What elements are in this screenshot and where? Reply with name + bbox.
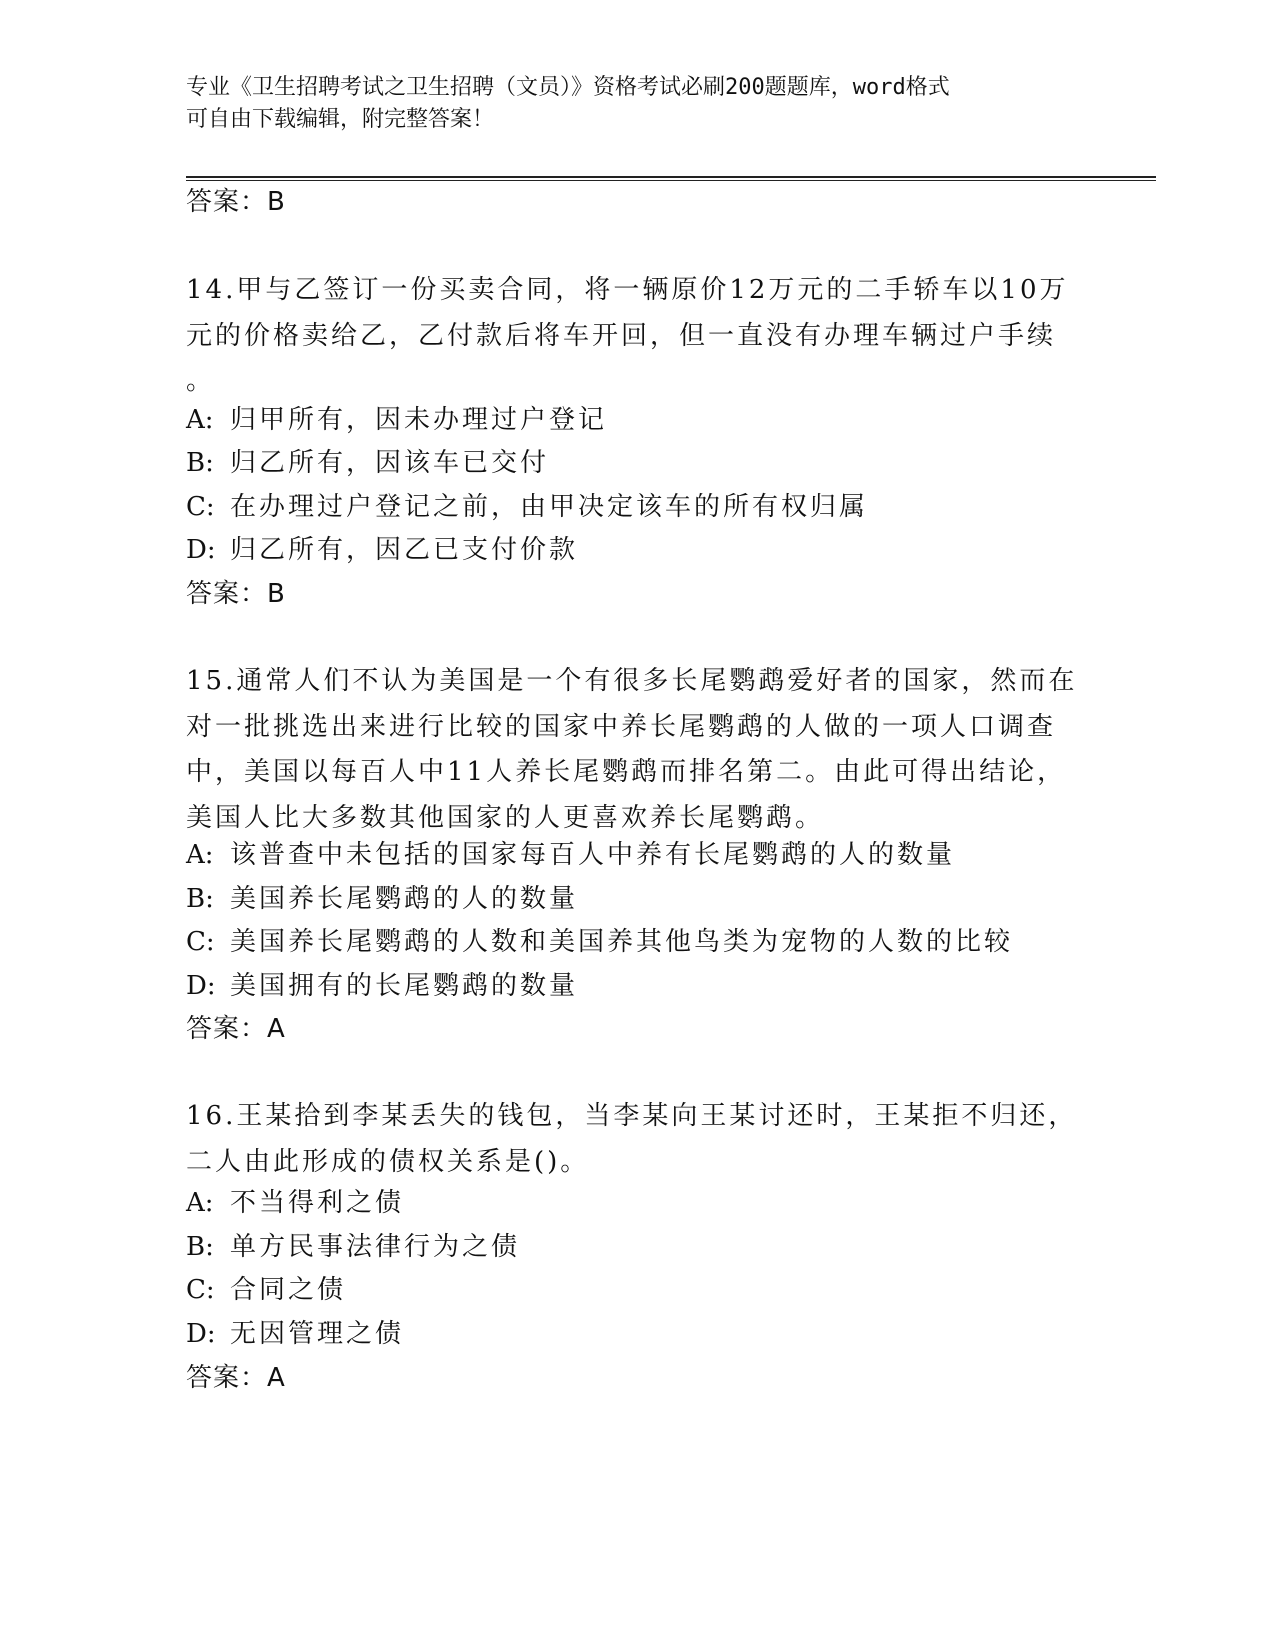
option-text: 归甲所有，因未办理过户登记: [230, 405, 608, 435]
option-text: 美国养长尾鹦鹉的人数和美国养其他鸟类为宠物的人数的比较: [230, 927, 1014, 957]
option-text: 归乙所有，因乙已支付价款: [230, 535, 579, 565]
question-line: 16.王某拾到李某丢失的钱包，当李某向王某讨还时，王某拒不归还，: [186, 1101, 1078, 1131]
question-15-option-d: [186, 968, 578, 1004]
option-letter: B:: [186, 448, 214, 478]
document-header: [186, 72, 1066, 136]
question-14-answer: 答案：B: [186, 579, 286, 609]
question-16-option-b: [186, 1229, 520, 1265]
question-15-option-a: [186, 837, 955, 873]
option-letter: D:: [186, 1319, 216, 1349]
question-line: 对一批挑选出来进行比较的国家中养长尾鹦鹉的人做的一项人口调查: [186, 711, 1057, 742]
question-15-text: [186, 659, 1086, 841]
question-16-option-d: [186, 1316, 404, 1352]
question-line: 中，美国以每百人中11人养长尾鹦鹉而排名第二。由此可得出结论，: [186, 757, 1067, 787]
question-15-answer: 答案：A: [186, 1014, 286, 1044]
option-text: 美国拥有的长尾鹦鹉的数量: [230, 971, 579, 1001]
header-divider: [186, 176, 1156, 181]
option-letter: A:: [186, 405, 214, 435]
question-line: 14.甲与乙签订一份买卖合同，将一辆原价12万元的二手轿车以10万: [186, 275, 1069, 305]
question-16-option-a: [186, 1185, 404, 1221]
question-line: 15.通常人们不认为美国是一个有很多长尾鹦鹉爱好者的国家，然而在: [186, 666, 1078, 696]
option-letter: C:: [186, 927, 215, 957]
option-letter: C:: [186, 1275, 215, 1305]
option-letter: A:: [186, 1188, 214, 1218]
header-line-2: 可自由下载编辑，附完整答案！: [186, 107, 495, 132]
option-letter: D:: [186, 971, 216, 1001]
question-16-answer: 答案：A: [186, 1363, 286, 1393]
question-14-option-b: [186, 445, 549, 481]
question-15-option-b: [186, 881, 578, 917]
option-text: 合同之债: [230, 1275, 347, 1305]
option-letter: D:: [186, 535, 216, 565]
question-16-option-c: [186, 1272, 346, 1308]
question-14-option-c: [186, 489, 868, 525]
question-14-option-d: [186, 532, 578, 568]
option-text: 该普查中未包括的国家每百人中养有长尾鹦鹉的人的数量: [230, 840, 956, 870]
question-line: 二人由此形成的债权关系是()。: [186, 1146, 590, 1177]
option-letter: B:: [186, 884, 214, 914]
question-line: 元的价格卖给乙，乙付款后将车开回，但一直没有办理车辆过户手续: [186, 320, 1057, 351]
question-16-text: [186, 1094, 1086, 1185]
option-text: 美国养长尾鹦鹉的人的数量: [230, 884, 579, 914]
answer-13: 答案：B: [186, 187, 286, 217]
question-line: 。: [186, 366, 216, 396]
option-text: 不当得利之债: [230, 1188, 405, 1218]
option-letter: A:: [186, 840, 214, 870]
option-letter: B:: [186, 1232, 214, 1262]
question-14-text: [186, 268, 1086, 405]
option-text: 无因管理之债: [230, 1319, 405, 1349]
question-line: 美国人比大多数其他国家的人更喜欢养长尾鹦鹉。: [186, 802, 825, 833]
question-15-option-c: [186, 924, 1013, 960]
option-text: 单方民事法律行为之债: [230, 1232, 521, 1262]
header-line-1: 专业《卫生招聘考试之卫生招聘（文员）》资格考试必刷200题题库，word格式: [186, 75, 950, 100]
option-letter: C:: [186, 492, 215, 522]
option-text: 归乙所有，因该车已交付: [230, 448, 550, 478]
option-text: 在办理过户登记之前，由甲决定该车的所有权归属: [230, 492, 869, 522]
question-14-option-a: [186, 402, 607, 438]
